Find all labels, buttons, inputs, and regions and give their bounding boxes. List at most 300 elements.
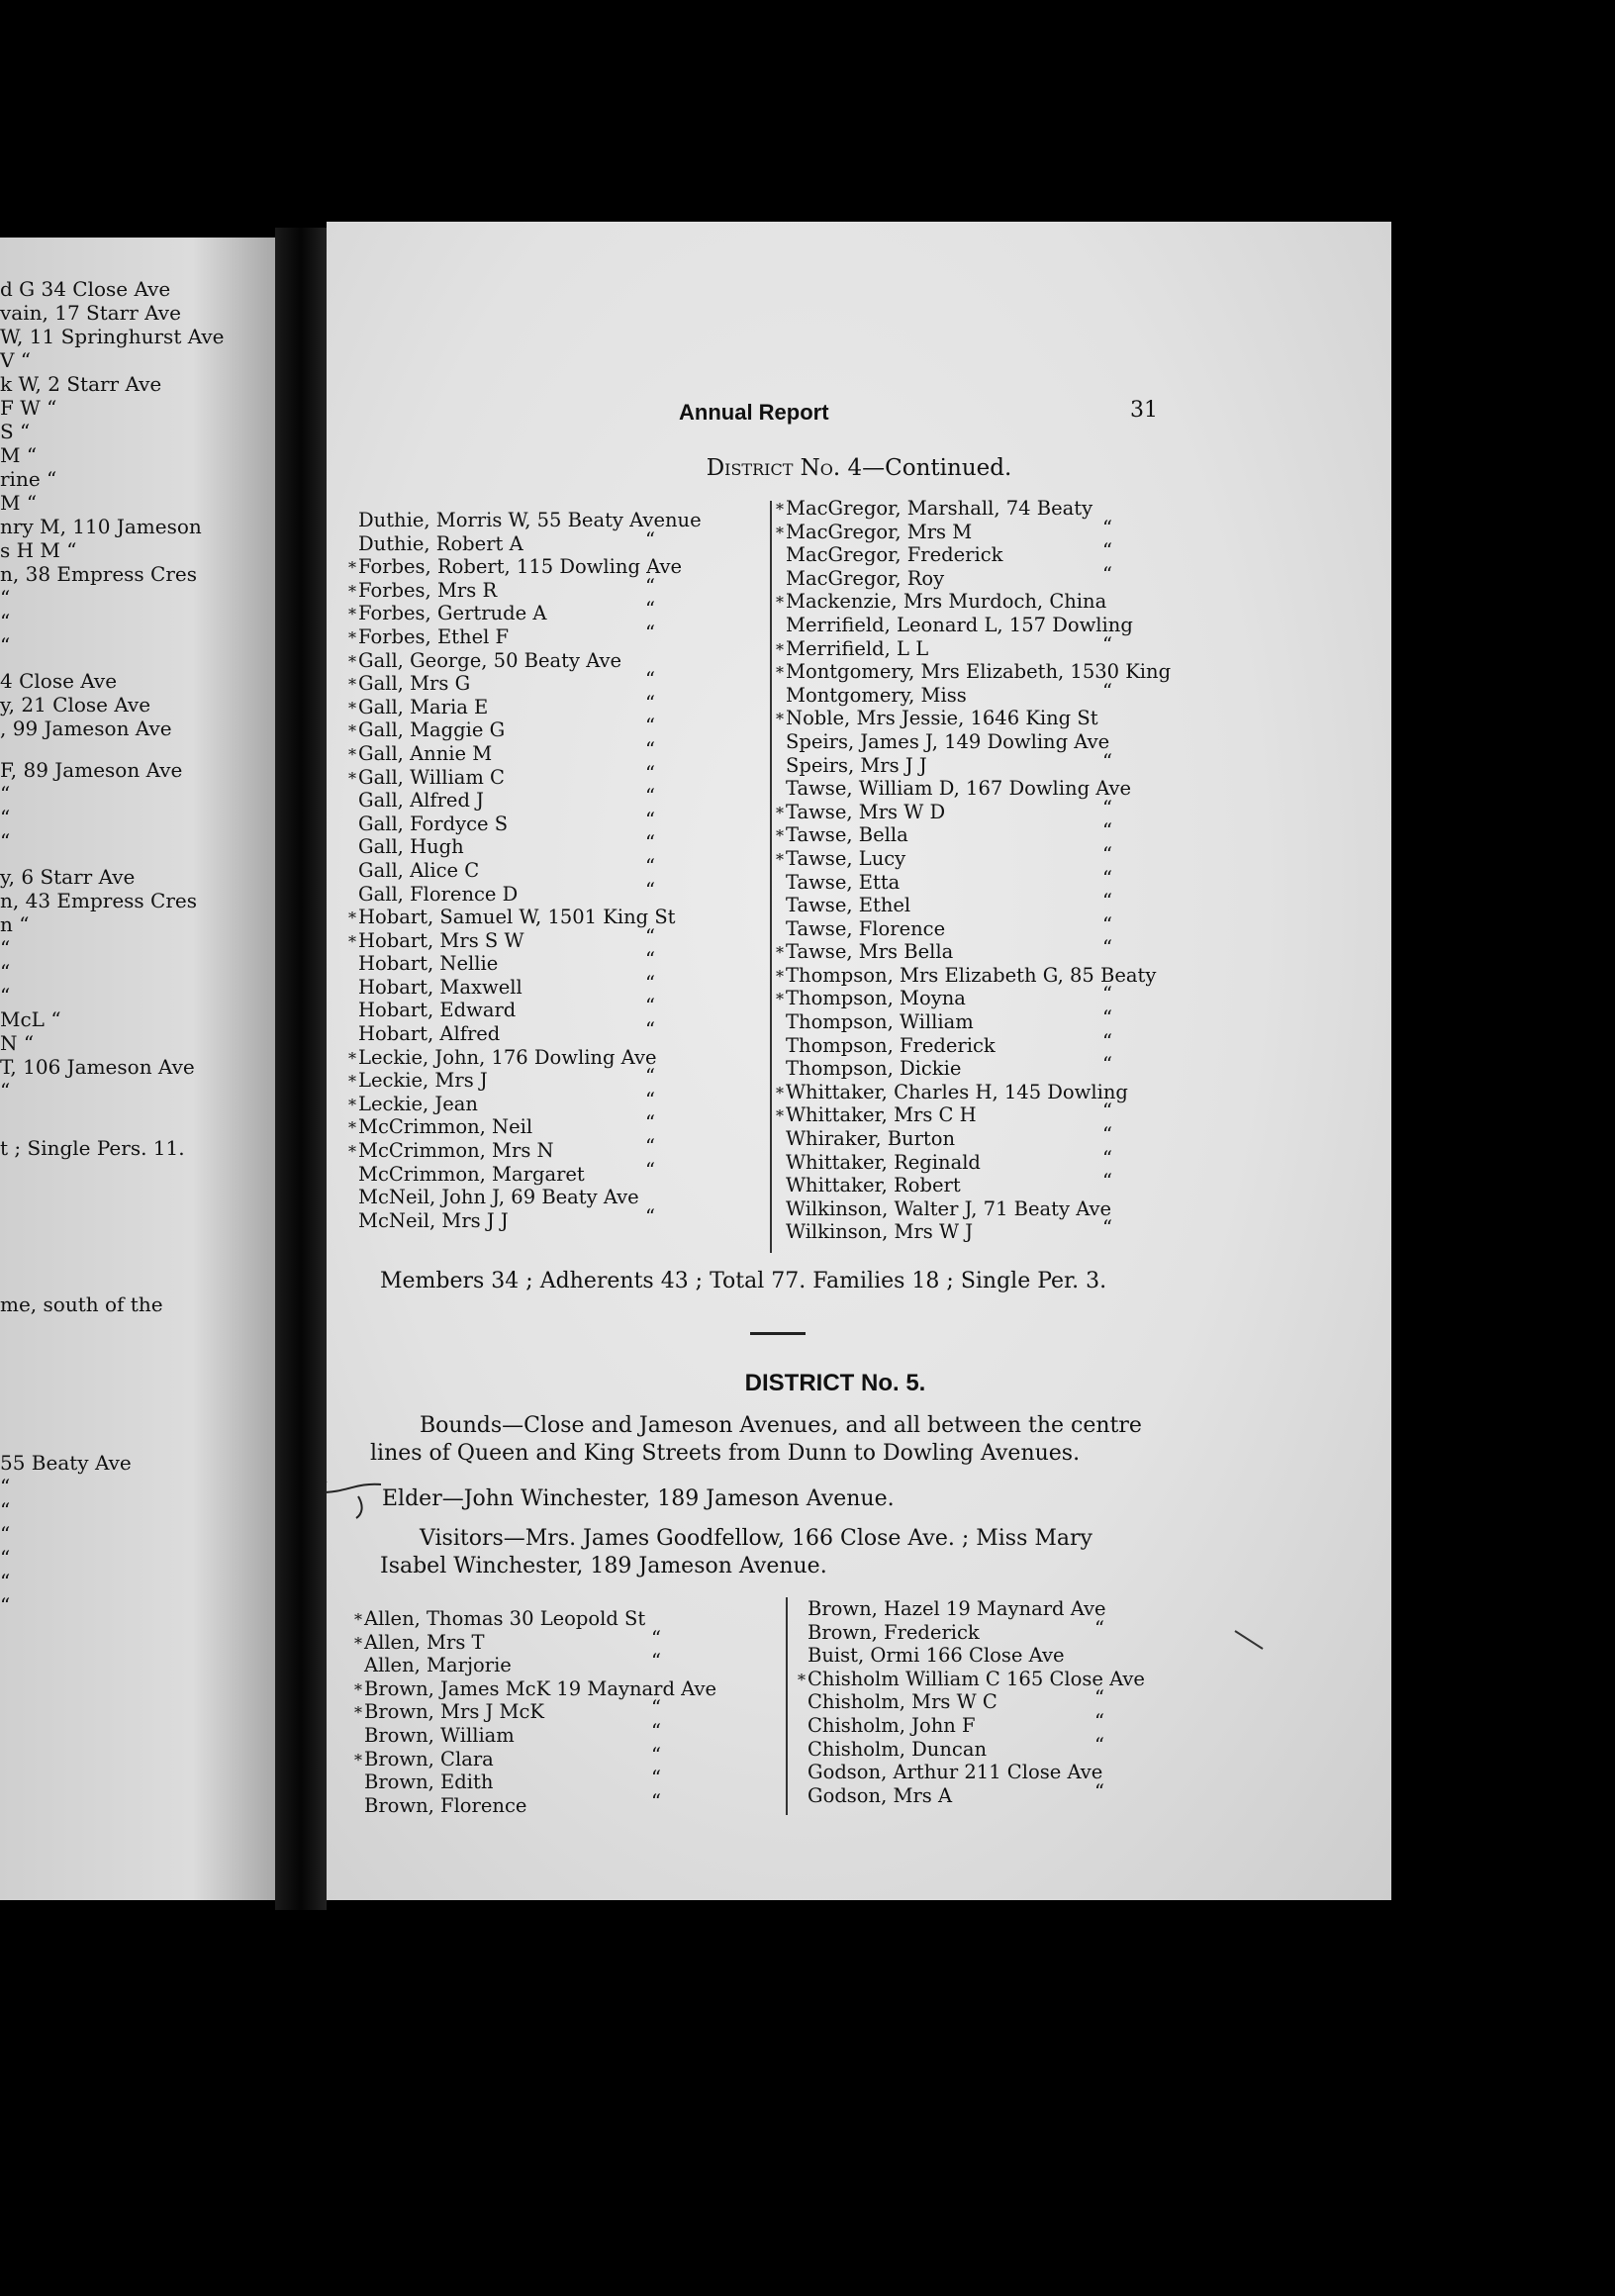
list-item [776,1197,1370,1221]
ditto-mark: “ [1102,1053,1112,1077]
left-page-line: 4 Close Ave [0,669,118,693]
list-item [348,737,764,766]
member-name: Wilkinson, Mrs W J [786,1220,974,1244]
list-item [348,1065,764,1093]
member-name: Hobart, Samuel W, 1501 King St [358,906,676,929]
ditto-mark: “ [1094,1616,1104,1640]
member-name: Forbes, Ethel F [358,624,510,648]
list-item [348,598,764,625]
ditto-mark: “ [645,668,655,692]
list-item [776,730,1370,754]
district-5-title: DISTRICT No. 5. [744,1370,926,1396]
member-name: Gall, William C [358,765,505,789]
member-name: Buist, Ormi 166 Close Ave [808,1644,1065,1668]
member-name: Tawse, William D, 167 Dowling Ave [786,777,1132,801]
member-name: Forbes, Gertrude A [358,602,547,625]
left-page-line: n “ [0,912,30,936]
member-name: Thompson, Frederick [786,1033,996,1057]
member-name: Speirs, James J, 149 Dowling Ave [786,729,1110,753]
member-star: * [354,1610,362,1629]
member-name: Gall, Maggie G [358,718,506,742]
district-5-visitors-line-2: Isabel Winchester, 189 Jameson Avenue. [380,1554,827,1578]
member-name: Leckie, Mrs J [358,1069,488,1093]
list-item [348,1111,764,1139]
member-star: * [776,663,784,683]
district-5-elder: Elder—John Winchester, 189 Jameson Avenue. [382,1486,895,1511]
member-name: Whiraker, Burton [786,1127,956,1151]
member-name: Tawse, Florence [786,916,946,940]
member-name: Hobart, Maxwell [358,975,522,999]
section-rule [750,1332,806,1335]
ditto-mark: “ [645,1065,655,1089]
left-page-line: “ [0,782,11,806]
left-page-line: “ [0,1546,11,1570]
member-name: Hobart, Edward [358,999,517,1022]
member-star: * [348,605,356,624]
left-page-line: “ [0,984,11,1007]
ditto-mark: “ [651,1743,661,1767]
member-star: * [348,1048,356,1068]
member-name: Chisholm William C 165 Close Ave [808,1667,1145,1690]
member-name: Chisholm, Mrs W C [808,1690,998,1714]
list-item [776,1053,1370,1081]
member-name: Gall, Hugh [358,835,464,859]
member-name: Duthie, Morris W, 55 Beaty Avenue [358,509,702,531]
ditto-mark: “ [651,1767,661,1790]
left-page-line: y, 21 Close Ave [0,693,151,717]
member-name: Tawse, Lucy [786,846,906,870]
ditto-mark: “ [1094,1686,1104,1710]
ditto-mark: “ [651,1650,661,1674]
ditto-mark: “ [645,574,655,598]
ditto-mark: “ [1102,1170,1112,1194]
list-item [348,691,764,719]
district-5-bounds-line-1: Bounds—Close and Jameson Avenues, and all between the centre [420,1413,1142,1438]
list-item [776,1006,1370,1034]
member-star: * [776,826,784,846]
left-page-line: M “ [0,443,38,467]
list-item [776,632,1370,661]
member-name: Leckie, Jean [358,1092,478,1115]
list-item [776,1029,1370,1058]
member-name: Brown, Frederick [808,1620,980,1644]
member-star: * [348,1095,356,1114]
left-page-line: n, 38 Empress Cres [0,562,198,586]
member-name: Thompson, William [786,1010,974,1034]
left-page-line: V “ [0,348,32,372]
list-item [348,906,764,929]
list-item [776,707,1370,730]
member-star: * [776,500,784,519]
list-item [348,971,764,1000]
member-star: * [354,1633,362,1653]
left-page-line: “ [0,1593,11,1617]
ditto-mark: “ [1102,1100,1112,1123]
member-name: Whittaker, Mrs C H [786,1103,977,1127]
left-page-fragment [0,238,275,1900]
list-item [348,574,764,603]
member-name: McCrimmon, Neil [358,1115,533,1139]
left-page-line: “ [0,960,11,984]
left-page-line: “ [0,586,11,610]
member-star: * [776,1083,784,1102]
district-5-left-column [354,1607,790,1817]
ditto-mark: “ [645,924,655,948]
right-page [327,222,1391,1900]
member-star: * [348,721,356,741]
list-item [776,1170,1370,1197]
member-star: * [798,1670,806,1689]
list-item [776,866,1370,895]
list-item [798,1709,1352,1738]
ditto-mark: “ [645,854,655,878]
district-4-right-column [776,497,1370,1244]
list-item [776,1081,1370,1104]
list-item [354,1789,790,1818]
left-page-line: W, 11 Springhurst Ave [0,325,225,348]
page-number: 31 [1130,398,1158,423]
ditto-mark: “ [1102,866,1112,890]
district-4-title-caps: District No. [706,455,841,481]
list-item [776,819,1370,847]
left-page-line: F, 89 Jameson Ave [0,758,183,782]
list-item [776,590,1370,614]
member-star: * [776,710,784,729]
ditto-mark: “ [651,1719,661,1743]
list-item [776,912,1370,941]
member-name: Allen, Marjorie [364,1654,512,1677]
member-star: * [348,1072,356,1092]
member-name: Forbes, Robert, 115 Dowling Ave [358,555,682,579]
member-star: * [354,1703,362,1723]
ditto-mark: “ [645,971,655,995]
member-name: Whittaker, Robert [786,1174,961,1197]
member-star: * [348,931,356,951]
list-item [798,1668,1352,1691]
member-name: McCrimmon, Mrs N [358,1139,554,1163]
left-page-line: N “ [0,1031,35,1055]
left-page-line: “ [0,829,11,853]
ditto-mark: “ [645,715,655,738]
list-item [348,509,764,532]
ditto-mark: “ [1102,679,1112,703]
ditto-mark: “ [1102,632,1112,656]
ditto-mark: “ [1094,1733,1104,1757]
member-star: * [354,1679,362,1699]
member-name: Whittaker, Reginald [786,1150,981,1174]
ditto-mark: “ [1094,1779,1104,1803]
list-item [348,924,764,953]
member-star: * [776,849,784,869]
list-item [348,831,764,859]
member-name: Tawse, Mrs W D [786,800,946,823]
list-item [354,1650,790,1677]
ditto-mark: “ [645,527,655,551]
ditto-mark: “ [1102,819,1112,843]
list-item [348,621,764,649]
ditto-mark: “ [645,1135,655,1159]
left-page-line: “ [0,1498,11,1522]
member-star: * [776,523,784,542]
list-item [348,668,764,696]
column-divider-5 [786,1597,788,1815]
ditto-mark: “ [645,831,655,855]
left-page-line: t ; Single Pers. 11. [0,1136,185,1160]
list-item [776,614,1370,637]
ditto-mark: “ [1102,796,1112,819]
left-page-line: McL “ [0,1007,61,1031]
member-star: * [348,675,356,695]
list-item [354,1607,790,1631]
list-item [776,777,1370,801]
member-name: Speirs, Mrs J J [786,753,927,777]
ditto-mark: “ [1102,842,1112,866]
ditto-mark: “ [645,1158,655,1182]
ditto-mark: “ [1102,890,1112,913]
left-page-line: k W, 2 Starr Ave [0,372,162,396]
stray-mark [1233,1627,1273,1657]
member-name: Tawse, Etta [786,870,901,894]
left-page-line: me, south of the [0,1292,163,1316]
list-item [354,1767,790,1794]
member-name: Godson, Arthur 211 Close Ave [808,1761,1103,1784]
ditto-mark: “ [645,598,655,622]
ditto-mark: “ [645,1111,655,1135]
list-item [348,948,764,976]
member-name: Tawse, Ethel [786,894,911,917]
member-star: * [348,1118,356,1138]
list-item [354,1696,790,1724]
list-item [348,808,764,836]
list-item [776,1216,1370,1244]
running-header-title: Annual Report [679,400,829,425]
member-star: * [348,651,356,671]
list-item [776,842,1370,871]
member-name: Hobart, Mrs S W [358,928,524,952]
list-item [798,1779,1352,1808]
member-name: Gall, Florence D [358,882,519,906]
list-item [354,1719,790,1748]
ditto-mark: “ [645,621,655,644]
list-item [354,1677,790,1701]
list-item [348,1186,764,1209]
member-name: Gall, Fordyce S [358,812,509,835]
ditto-mark: “ [645,1204,655,1228]
list-item [776,539,1370,567]
member-name: Montgomery, Miss [786,683,967,707]
member-star: * [348,627,356,647]
member-name: Tawse, Mrs Bella [786,940,954,964]
left-page-line: “ [0,806,11,829]
left-page-line: n, 43 Empress Cres [0,889,198,912]
list-item [348,1158,764,1187]
left-page-line: “ [0,1522,11,1546]
ditto-mark: “ [645,1088,655,1111]
list-item [776,660,1370,684]
member-name: Montgomery, Mrs Elizabeth, 1530 King [786,660,1172,684]
list-item [348,1088,764,1116]
list-item [348,995,764,1022]
left-page-line: y, 6 Starr Ave [0,865,136,889]
member-name: Tawse, Bella [786,823,908,847]
district-5-visitors-line-1: Visitors—Mrs. James Goodfellow, 166 Close Ave. ; Miss Mary [420,1526,1092,1551]
ditto-mark: “ [645,737,655,761]
column-divider [770,501,772,1253]
member-name: Allen, Thomas 30 Leopold St [364,1607,646,1630]
member-star: * [776,966,784,986]
ditto-mark: “ [1102,1146,1112,1170]
ditto-mark: “ [651,1696,661,1720]
left-page-line: 55 Beaty Ave [0,1451,132,1475]
member-name: Gall, Alice C [358,858,480,882]
member-star: * [776,639,784,659]
member-name: Duthie, Robert A [358,531,523,555]
ditto-mark: “ [645,948,655,972]
list-item [776,749,1370,778]
ditto-mark: “ [1102,539,1112,563]
ditto-mark: “ [645,878,655,902]
ditto-mark: “ [645,995,655,1018]
list-item [776,964,1370,988]
member-name: Brown, William [364,1723,515,1747]
list-item [776,983,1370,1010]
member-name: McNeil, John J, 69 Beaty Ave [358,1186,639,1209]
left-page-line: “ [0,633,11,657]
member-star: * [348,768,356,788]
ditto-mark: “ [1102,1029,1112,1053]
member-star: * [348,558,356,578]
left-page-line: , 99 Jameson Ave [0,717,172,740]
member-name: Brown, James McK 19 Maynard Ave [364,1676,717,1700]
ditto-mark: “ [645,785,655,809]
ditto-mark: “ [1102,516,1112,539]
left-page-line: “ [0,1475,11,1498]
member-name: Brown, Florence [364,1793,527,1817]
list-item [354,1743,790,1771]
member-name: Chisholm, John F [808,1713,976,1737]
ditto-mark: “ [1102,749,1112,773]
member-name: Mackenzie, Mrs Murdoch, China [786,590,1107,614]
left-page-line: “ [0,936,11,960]
member-name: Whittaker, Charles H, 145 Dowling [786,1080,1128,1103]
list-item [348,1018,764,1046]
left-page-line: “ [0,1079,11,1102]
list-item [348,1046,764,1070]
list-item [348,761,764,790]
list-item [798,1733,1352,1762]
list-item [348,527,764,556]
left-page-line: nry M, 110 Jameson [0,515,202,538]
member-name: Brown, Mrs J McK [364,1700,545,1724]
left-page-line: rine “ [0,467,57,491]
list-item [798,1686,1352,1714]
member-name: Leckie, John, 176 Dowling Ave [358,1045,657,1069]
member-name: Chisholm, Duncan [808,1737,988,1761]
member-name: Brown, Clara [364,1747,494,1770]
member-name: Wilkinson, Walter J, 71 Beaty Ave [786,1196,1112,1220]
list-item [776,1100,1370,1127]
ditto-mark: “ [651,1626,661,1650]
member-name: Gall, Annie M [358,741,493,765]
list-item [348,854,764,883]
member-star: * [348,1142,356,1162]
member-star: * [348,744,356,764]
list-item [348,555,764,579]
member-star: * [776,1106,784,1126]
member-star: * [776,803,784,822]
left-page-line: “ [0,610,11,633]
member-name: Brown, Edith [364,1770,494,1794]
member-star: * [776,943,784,963]
ditto-mark: “ [645,691,655,715]
member-star: * [348,909,356,928]
district-4-title-rest: 4—Continued. [840,455,1012,481]
member-name: Merrifield, Leonard L, 157 Dowling [786,613,1133,636]
ditto-mark: “ [645,1018,655,1042]
list-item [776,936,1370,964]
ditto-mark: “ [1102,983,1112,1006]
list-item [776,1146,1370,1175]
list-item [348,785,764,813]
member-name: Forbes, Mrs R [358,578,498,602]
member-name: Hobart, Alfred [358,1022,501,1046]
district-4-title [327,455,1391,481]
book-gutter [275,228,327,1910]
list-item [776,1123,1370,1151]
member-name: Gall, George, 50 Beaty Ave [358,648,622,672]
left-page-line: M “ [0,491,38,515]
list-item [348,1204,764,1233]
left-page-line: S “ [0,420,31,443]
member-name: Allen, Mrs T [364,1630,485,1654]
list-item [776,562,1370,591]
member-name: Gall, Maria E [358,695,489,718]
ditto-mark: “ [645,808,655,831]
left-page-line: s H M “ [0,538,77,562]
ditto-mark: “ [1102,936,1112,960]
member-name: Gall, Mrs G [358,672,471,696]
member-name: MacGregor, Marshall, 74 Beaty [786,497,1093,520]
left-page-line: F W “ [0,396,57,420]
list-item [776,497,1370,521]
member-name: McNeil, Mrs J J [358,1208,509,1232]
list-item [348,649,764,673]
ditto-mark: “ [1102,912,1112,936]
list-item [776,796,1370,824]
left-page-line: T, 106 Jameson Ave [0,1055,195,1079]
member-name: Hobart, Nellie [358,952,499,976]
list-item [348,878,764,907]
district-4-summary: Members 34 ; Adherents 43 ; Total 77. Families 18 ; Single Per. 3. [380,1269,1107,1293]
member-name: Godson, Mrs A [808,1783,953,1807]
left-page-line: “ [0,1570,11,1593]
member-name: Gall, Alfred J [358,789,484,813]
member-name: McCrimmon, Margaret [358,1162,585,1186]
district-5-bounds-line-2: lines of Queen and King Streets from Dunn to Dowling Avenues. [370,1441,1081,1466]
list-item [348,715,764,742]
district-4-left-column [348,509,764,1232]
handwritten-bracket-mark [327,1463,396,1522]
ditto-mark: “ [651,1789,661,1813]
list-item [776,679,1370,708]
ditto-mark: “ [1094,1709,1104,1733]
member-name: Noble, Mrs Jessie, 1646 King St [786,707,1098,730]
member-name: Merrifield, L L [786,636,929,660]
member-name: MacGregor, Mrs M [786,520,973,543]
member-star: * [354,1750,362,1770]
member-star: * [348,698,356,718]
member-name: MacGregor, Roy [786,566,945,590]
